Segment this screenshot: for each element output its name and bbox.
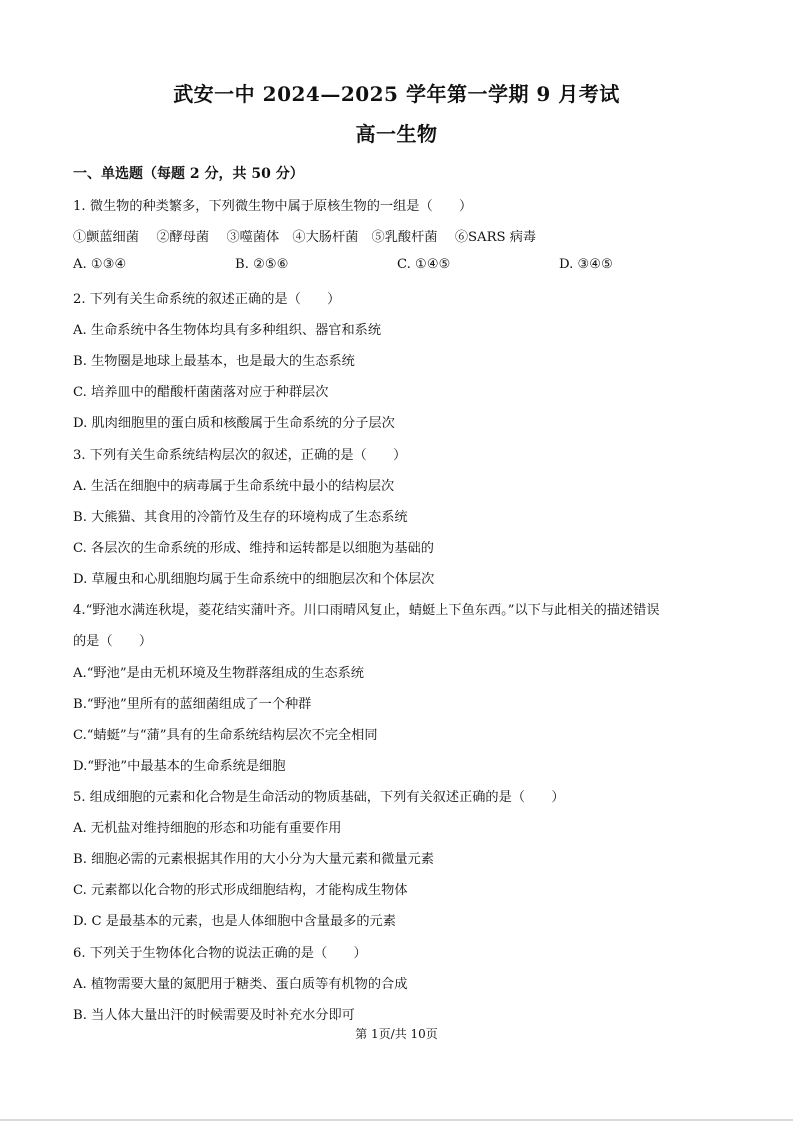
question-1-items: ①颤蓝细菌 ②酵母菌 ③噬菌体 ④大肠杆菌 ⑤乳酸杆菌 ⑥SARS 病毒 xyxy=(73,230,537,245)
question-6-option-a: A. 植物需要大量的氮肥用于糖类、蛋白质等有机物的合成 xyxy=(73,977,408,992)
question-5-option-b: B. 细胞必需的元素根据其作用的大小分为大量元素和微量元素 xyxy=(73,852,434,867)
option-d: D. ③④⑤ xyxy=(559,257,613,272)
question-4-option-b: B.“野池”里所有的蓝细菌组成了一个种群 xyxy=(73,697,312,712)
exam-title: 武安一中 2024—2025 学年第一学期 9 月考试 xyxy=(173,82,620,106)
page-bottom-rule xyxy=(0,1119,793,1121)
option-c: C. ①④⑤ xyxy=(397,257,451,272)
question-5-option-d: D. C 是最基本的元素，也是人体细胞中含量最多的元素 xyxy=(73,914,396,929)
question-6-option-b: B. 当人体大量出汗的时候需要及时补充水分即可 xyxy=(73,1008,355,1023)
question-2-stem: 2. 下列有关生命系统的叙述正确的是（ ） xyxy=(73,292,341,307)
subject-title: 高一生物 xyxy=(355,122,438,146)
question-2-option-b: B. 生物圈是地球上最基本，也是最大的生态系统 xyxy=(73,354,355,369)
question-3-option-b: B. 大熊猫、其食用的冷箭竹及生存的环境构成了生态系统 xyxy=(73,510,408,525)
section-heading: 一、单选题（每题 2 分，共 50 分） xyxy=(73,166,304,182)
question-1-options xyxy=(73,257,733,275)
question-4-option-c: C.“蜻蜓”与“蒲”具有的生命系统结构层次不完全相同 xyxy=(73,728,378,743)
question-4-stem-line1: 4.“野池水满连秋堤，菱花结实蒲叶齐。川口雨晴风复止，蜻蜓上下鱼东西。”以下与此相关的描述错误 xyxy=(73,603,660,618)
question-3-stem: 3. 下列有关生命系统结构层次的叙述，正确的是（ ） xyxy=(73,448,407,463)
question-4-option-d: D.“野池”中最基本的生命系统是细胞 xyxy=(73,759,286,774)
question-6-stem: 6. 下列关于生物体化合物的说法正确的是（ ） xyxy=(73,946,367,961)
question-5-stem: 5. 组成细胞的元素和化合物是生命活动的物质基础，下列有关叙述正确的是（ ） xyxy=(73,790,565,805)
question-2-option-a: A. 生命系统中各生物体均具有多种组织、器官和系统 xyxy=(73,323,382,338)
option-b: B. ②⑤⑥ xyxy=(235,257,289,272)
option-a: A. ①③④ xyxy=(73,257,127,272)
question-3-option-a: A. 生活在细胞中的病毒属于生命系统中最小的结构层次 xyxy=(73,479,395,494)
question-2-option-d: D. 肌肉细胞里的蛋白质和核酸属于生命系统的分子层次 xyxy=(73,416,395,431)
question-3-option-d: D. 草履虫和心肌细胞均属于生命系统中的细胞层次和个体层次 xyxy=(73,572,435,587)
question-4-stem-line2: 的是（ ） xyxy=(73,634,153,649)
question-5-option-c: C. 元素都以化合物的形式形成细胞结构，才能构成生物体 xyxy=(73,883,408,898)
page-number: 第 1页/共 10页 xyxy=(355,1027,438,1041)
question-1-stem: 1. 微生物的种类繁多，下列微生物中属于原核生物的一组是（ ） xyxy=(73,199,473,214)
question-4-option-a: A.“野池”是由无机环境及生物群落组成的生态系统 xyxy=(73,666,364,681)
question-2-option-c: C. 培养皿中的醋酸杆菌菌落对应于种群层次 xyxy=(73,385,329,400)
question-3-option-c: C. 各层次的生命系统的形成、维持和运转都是以细胞为基础的 xyxy=(73,541,434,556)
question-5-option-a: A. 无机盐对维持细胞的形态和功能有重要作用 xyxy=(73,821,342,836)
